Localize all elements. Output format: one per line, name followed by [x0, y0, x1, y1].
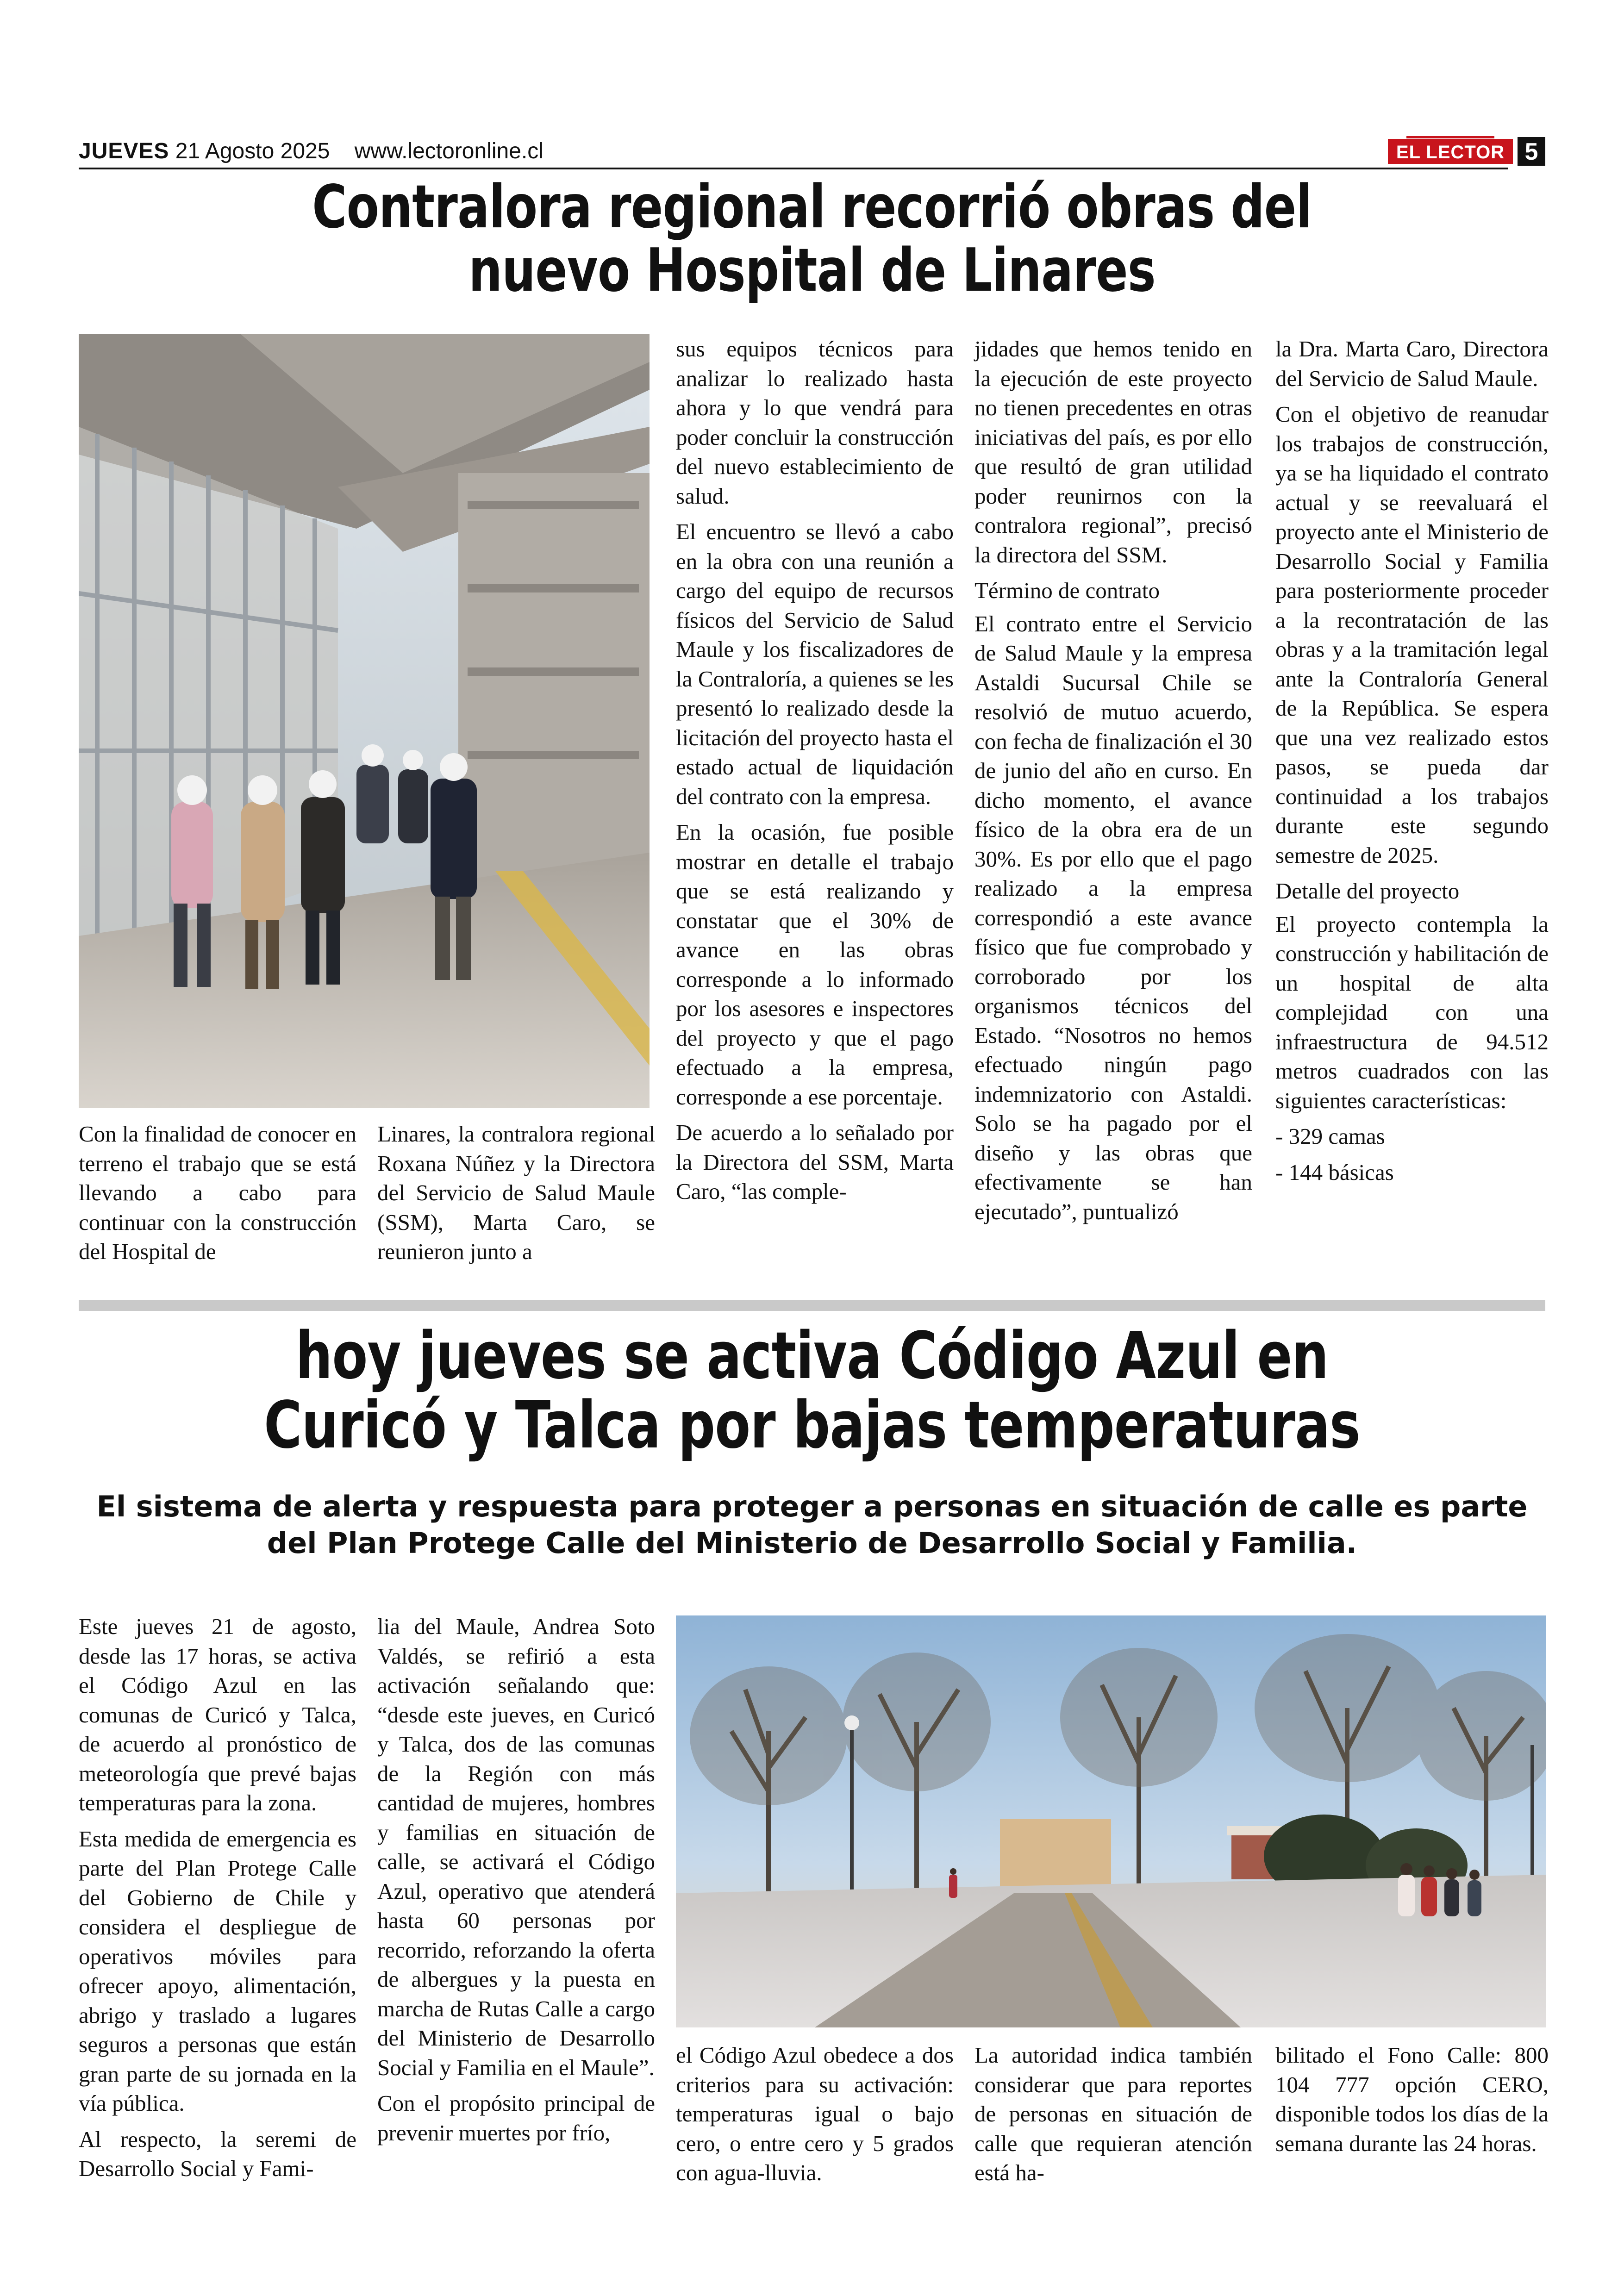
article2-column-2: [377, 1612, 655, 2154]
paragraph: la Dra. Marta Caro, Directora del Servicio de Salud Maule.: [1275, 336, 1549, 391]
list-item: - 329 camas: [1275, 1123, 1385, 1149]
page-header: [79, 137, 1545, 166]
article2-subdeck: El sistema de alerta y respuesta para proteger a personas en situación de calle es parte del Plan Protege Calle del Ministerio de Desarrollo Social y Familia.: [96, 1490, 1528, 1560]
paragraph: Esta medida de emergencia es parte del Plan Protege Calle del Gobierno de Chile y considera el despliegue de operativos móviles para ofrecer apoyo, alimentación, abrigo y traslado a lugares seguros a personas que están gran parte de su jornada en la vía pública.: [79, 1826, 356, 2116]
article2-column-1: [79, 1612, 356, 2190]
paragraph: bilitado el Fono Calle: 800 104 777 opción CERO, disponible todos los días de la semana durante las 24 horas.: [1275, 2042, 1549, 2156]
dateline: [79, 137, 543, 166]
page-number: 5: [1518, 137, 1545, 166]
paragraph: lia del Maule, Andrea Soto Valdés, se refirió a esta activación señalando que: “desde este jueves, en Curicó y Talca, dos de las comunas de la Región con más cantidad de mujeres, hombres y familias en situación de calle, se activará el Código Azul, operativo que atenderá hasta 60 personas por recorrido, reforzando la oferta de albergues y la puesta en marcha de Rutas Calle a cargo del Ministerio de Desarrollo Social y Familia en el Maule”.: [377, 1614, 655, 2080]
article2-headline: hoy jueves se activa Código Azul en Curicó y Talca por bajas temperaturas: [264, 1318, 1360, 1463]
header-website-link[interactable]: www.lectoronline.cl: [354, 139, 543, 163]
article1-column-1: [79, 1119, 356, 1273]
paragraph: Linares, la contralora regional Roxana Núñez y la Directora del Servicio de Salud Maule (SSM), Marta Caro, se reunieron junto a: [377, 1121, 655, 1264]
article1-column-2: [377, 1119, 655, 1273]
paragraph: Con el objetivo de reanudar los trabajos de construcción, ya se ha liquidado el contrato actual y se reevaluará el proyecto ante el Ministerio de Desarrollo Social y Familia para posteriormente proceder a la recontratación de las obras y a la tramitación legal ante la Contraloría General de la República. Se espera que una vez realizado estos pasos, se pueda dar continuidad a los trabajos durante este segundo semestre de 2025.: [1275, 401, 1549, 868]
section-divider: [79, 1300, 1545, 1311]
article1-column-3: [676, 334, 954, 1213]
paragraph: Al respecto, la seremi de Desarrollo Social y Fami-: [79, 2126, 356, 2181]
article2-column-5: [1275, 2040, 1549, 2164]
header-rule: [79, 168, 1508, 169]
frosty-park-photo: [676, 1615, 1546, 2027]
hospital-construction-photo-graphic: [79, 334, 650, 1108]
paragraph: jidades que hemos tenido en la ejecución de este proyecto no tienen precedentes en otras iniciativas del país, es por ello que resultó de gran utilidad poder reunirnos con la contralora regional”, precisó la directora del SSM.: [974, 336, 1252, 568]
article1-column-5: [1275, 334, 1549, 1193]
paragraph: Este jueves 21 de agosto, desde las 17 horas, se activa el Código Azul en las comunas de Curicó y Talca, de acuerdo al pronóstico de meteorología que prevé bajas temperaturas para la zona.: [79, 1614, 356, 1815]
header-day: JUEVES: [79, 139, 169, 163]
header-date: 21 Agosto 2025: [175, 139, 330, 163]
article1-column-4: [974, 334, 1252, 1233]
subheading-termino-de-contrato: Término de contrato: [974, 578, 1160, 603]
paragraph: El contrato entre el Servicio de Salud Maule y la empresa Astaldi Sucursal Chile se resolvió de mutuo acuerdo, con fecha de finalización el 30 de junio del año en curso. En dicho momento, el avance físico de la obra era de un 30%. Es por ello que el pago realizado a la empresa correspondió a este avance físico que fue comprobado y corroborado por los organismos técnicos del Estado. “Nosotros no hemos efectuado ningún pago indemnizatorio con Astaldi. Solo se ha pagado por el diseño y las obras que efectivamente se han ejecutado”, puntualizó: [974, 611, 1252, 1224]
article2-column-3: [676, 2040, 954, 2194]
list-item: - 144 básicas: [1275, 1159, 1394, 1185]
hospital-construction-photo: [79, 334, 650, 1108]
article1-headline: Contralora regional recorrió obras del nuevo Hospital de Linares: [312, 173, 1312, 305]
paragraph: Con la finalidad de conocer en terreno el trabajo que se está llevando a cabo para continuar con la construcción del Hospital de: [79, 1121, 357, 1264]
paragraph: En la ocasión, fue posible mostrar en detalle el trabajo que se está realizando y constatar que el 30% de avance en las obras corresponde a lo informado por los asesores e inspectores del proyecto y que el pago efectuado a la empresa, corresponde a ese porcentaje.: [676, 819, 954, 1110]
paragraph: De acuerdo a lo señalado por la Directora del SSM, Marta Caro, “las comple-: [676, 1120, 954, 1204]
newspaper-logo: EL LECTOR: [1388, 139, 1513, 164]
frosty-park-photo-graphic: [676, 1615, 1546, 2027]
paragraph: El proyecto contempla la construcción y habilitación de un hospital de alta complejidad con una infraestructura de 94.512 metros cuadrados con las siguientes características:: [1275, 911, 1549, 1113]
subheading-detalle-del-proyecto: Detalle del proyecto: [1275, 878, 1460, 904]
paragraph: La autoridad indica también considerar que para reportes de personas en situación de calle que requieran atención está ha-: [974, 2042, 1252, 2185]
paragraph: El encuentro se llevó a cabo en la obra con una reunión a cargo del equipo de recursos físicos del Servicio de Salud Maule y los fiscalizadores de la Contraloría, a quienes se les presentó lo realizado desde la licitación del proyecto hasta el estado actual de liquidación del contrato con la empresa.: [676, 519, 954, 809]
paragraph: el Código Azul obedece a dos criterios para su activación: temperaturas igual o bajo cero, o entre cero y 5 grados con agua-lluvia.: [676, 2042, 954, 2185]
paragraph: Con el propósito principal de prevenir muertes por frío,: [377, 2090, 655, 2145]
paragraph: sus equipos técnicos para analizar lo realizado hasta ahora y lo que vendrá para poder concluir la construcción del nuevo establecimiento de salud.: [676, 336, 954, 509]
article2-column-4: [974, 2040, 1252, 2194]
